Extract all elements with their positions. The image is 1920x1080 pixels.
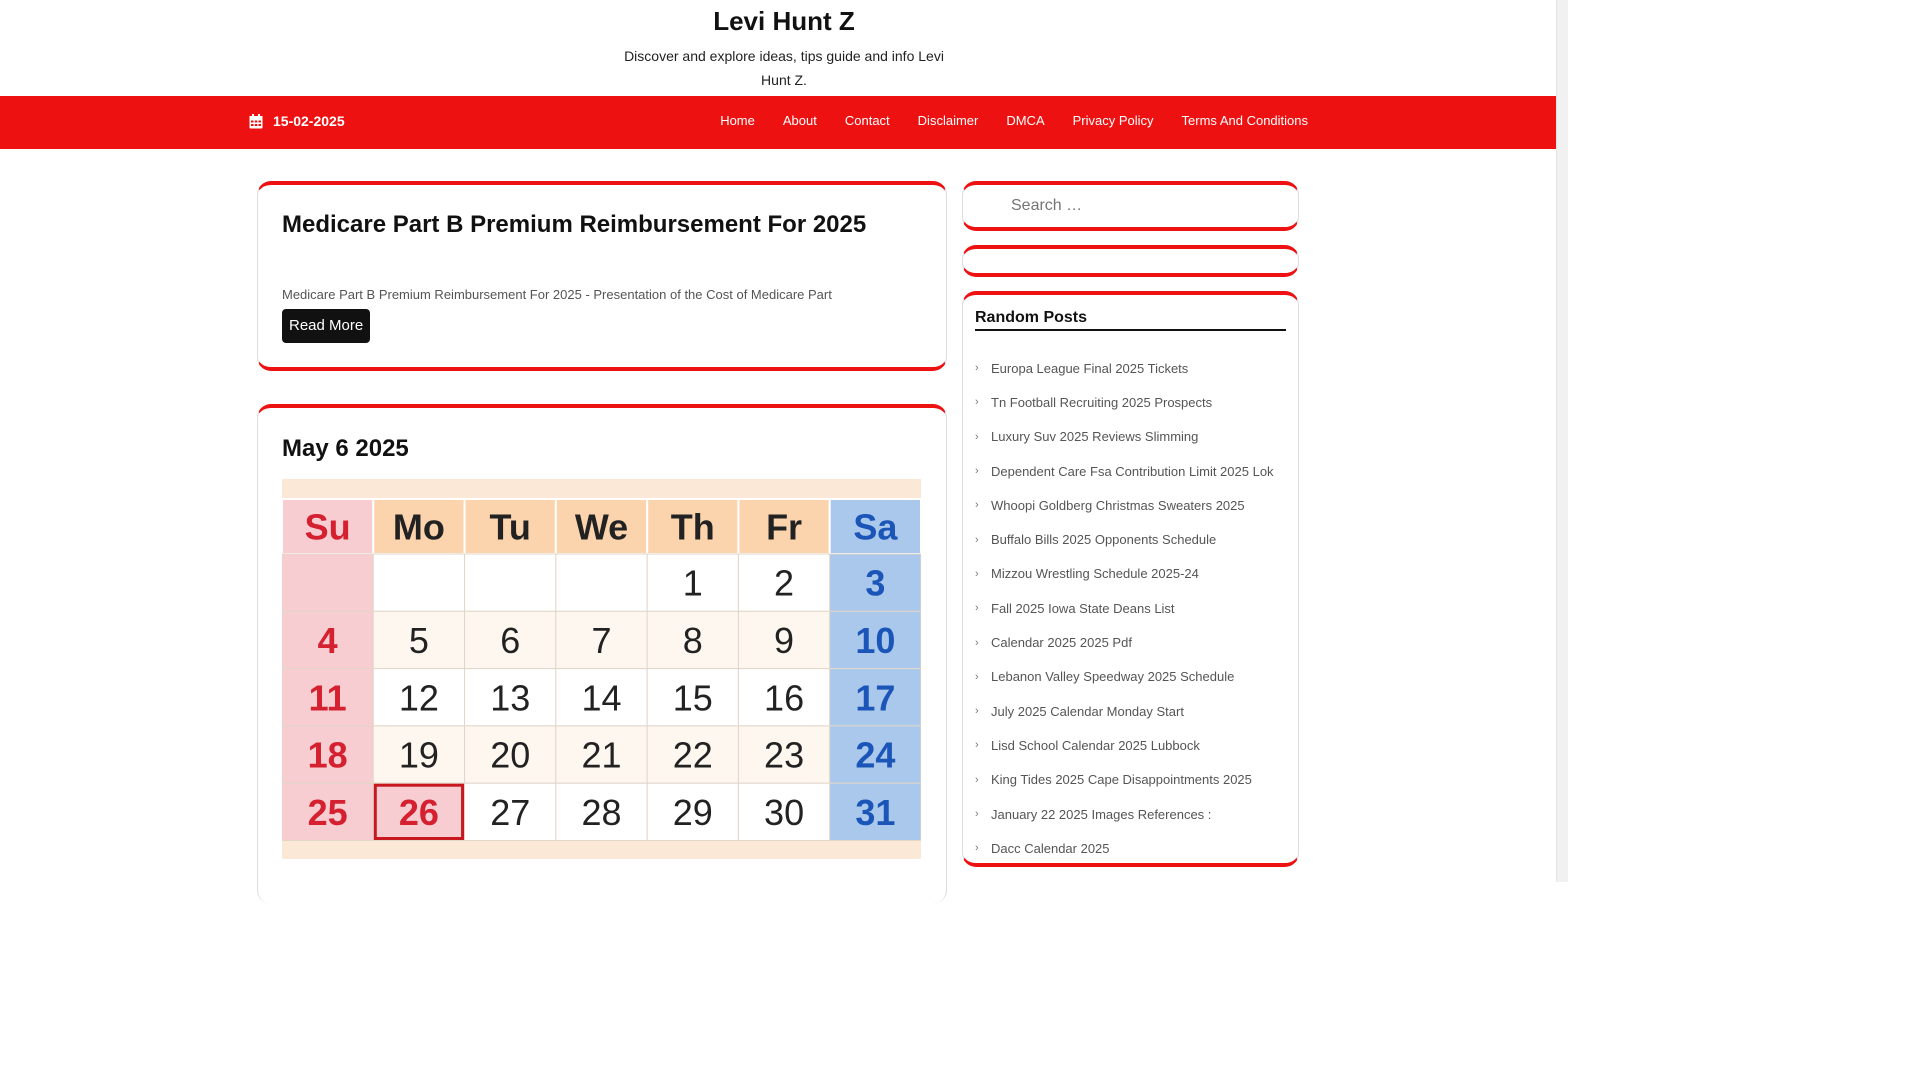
list-item[interactable] [975, 694, 1286, 728]
calendar-graphic [282, 479, 921, 859]
calendar-date: 13 [490, 677, 531, 719]
random-post-link[interactable]: Luxury Suv 2025 Reviews Slimming [991, 429, 1199, 445]
nav-link-privacy-policy[interactable]: Privacy Policy [1072, 112, 1154, 128]
calendar-date: 15 [672, 677, 713, 719]
random-post-link[interactable]: Lisd School Calendar 2025 Lubbock [991, 737, 1200, 753]
calendar-date: 20 [490, 734, 531, 776]
random-post-link[interactable]: Calendar 2025 2025 Pdf [991, 635, 1132, 651]
chevron-right-icon: › [975, 396, 979, 409]
nav-link-home[interactable]: Home [720, 112, 755, 128]
list-item[interactable] [975, 488, 1286, 522]
post-card [257, 404, 947, 904]
calendar-date: 16 [764, 677, 805, 719]
empty-widget [962, 245, 1299, 277]
calendar-date: 21 [581, 734, 622, 776]
main-navbar [0, 96, 1556, 149]
list-item[interactable] [975, 625, 1286, 659]
chevron-right-icon: › [975, 362, 979, 375]
list-item[interactable] [975, 420, 1286, 454]
random-post-link[interactable]: King Tides 2025 Cape Disappointments 2025 [991, 772, 1252, 788]
nav-link-disclaimer[interactable]: Disclaimer [917, 112, 979, 128]
calendar-date: 27 [490, 791, 531, 833]
calendar-date: 10 [855, 619, 896, 661]
list-item[interactable] [975, 797, 1286, 831]
calendar-date: 9 [774, 619, 795, 661]
random-post-link[interactable]: Tn Football Recruiting 2025 Prospects [991, 394, 1213, 410]
calendar-date: 6 [500, 619, 521, 661]
list-item[interactable] [975, 660, 1286, 694]
calendar-date: 19 [398, 734, 439, 776]
page-scrollbar[interactable] [1556, 0, 1568, 882]
calendar-day-label: Su [304, 506, 351, 548]
random-post-link[interactable]: Europa League Final 2025 Tickets [991, 360, 1189, 376]
site-header [0, 0, 1568, 96]
post-title[interactable]: Medicare Part B Premium Reimbursement For 2025 [282, 211, 867, 238]
search-widget [962, 181, 1299, 231]
calendar-day-label: We [574, 506, 629, 548]
list-item[interactable] [975, 763, 1286, 797]
random-post-link[interactable]: Buffalo Bills 2025 Opponents Schedule [991, 532, 1217, 548]
read-more-button[interactable]: Read More [282, 309, 370, 343]
calendar-date: 2 [774, 562, 795, 604]
chevron-right-icon: › [975, 567, 979, 580]
calendar-cell [373, 554, 464, 611]
calendar-cell [556, 554, 647, 611]
nav-link-contact[interactable]: Contact [844, 112, 890, 128]
widget-title: Random Posts [975, 309, 1286, 331]
calendar-day-label: Sa [853, 506, 898, 548]
chevron-right-icon: › [975, 739, 979, 752]
site-title[interactable]: Levi Hunt Z [713, 6, 855, 36]
chevron-right-icon: › [975, 499, 979, 512]
chevron-right-icon: › [975, 430, 979, 443]
nav-link-dmca[interactable]: DMCA [1006, 112, 1045, 128]
calendar-day-label: Mo [392, 506, 445, 548]
calendar-date: 25 [307, 791, 348, 833]
calendar-cell [465, 554, 556, 611]
chevron-right-icon: › [975, 602, 979, 615]
calendar-date: 28 [581, 791, 622, 833]
random-post-link[interactable]: Dacc Calendar 2025 [991, 840, 1110, 856]
list-item[interactable] [975, 385, 1286, 419]
calendar-date: 31 [855, 791, 896, 833]
calendar-date: 17 [855, 677, 896, 719]
chevron-right-icon: › [975, 808, 979, 820]
nav-link-terms[interactable]: Terms And Conditions [1181, 112, 1308, 128]
chevron-right-icon: › [975, 533, 979, 546]
calendar-day-label: Th [670, 506, 715, 548]
list-item[interactable] [975, 351, 1286, 385]
post-card [257, 181, 947, 371]
calendar-icon [249, 114, 263, 129]
chevron-right-icon: › [975, 705, 979, 718]
calendar-date: 8 [682, 619, 703, 661]
calendar-date: 5 [408, 619, 429, 661]
list-item[interactable] [975, 728, 1286, 762]
random-post-link[interactable]: July 2025 Calendar Monday Start [991, 703, 1184, 719]
calendar-date: 24 [855, 734, 896, 776]
calendar-date: 11 [308, 677, 347, 719]
calendar-date: 14 [581, 677, 622, 719]
nav-date [249, 113, 345, 129]
calendar-date: 3 [865, 562, 886, 604]
chevron-right-icon: › [975, 636, 979, 649]
calendar-date: 12 [398, 677, 439, 719]
calendar-day-label: Fr [766, 506, 803, 548]
random-posts-list [975, 351, 1286, 865]
chevron-right-icon: › [975, 842, 979, 855]
nav-menu [692, 96, 1308, 144]
random-post-link[interactable]: Dependent Care Fsa Contribution Limit 2025 Lok [991, 463, 1274, 479]
list-item[interactable] [975, 522, 1286, 556]
list-item[interactable] [975, 454, 1286, 488]
site-tagline: Discover and explore ideas, tips guide and info Levi Hunt Z. [624, 48, 944, 88]
calendar-date: 30 [764, 791, 805, 833]
chevron-right-icon: › [975, 670, 979, 683]
calendar-date: 22 [672, 734, 713, 776]
random-post-link[interactable]: Fall 2025 Iowa State Deans List [991, 600, 1175, 616]
chevron-right-icon: › [975, 465, 979, 478]
calendar-date: 29 [672, 791, 713, 833]
calendar-day-label: Tu [489, 506, 531, 548]
calendar-date: 7 [591, 619, 612, 661]
list-item[interactable] [975, 831, 1286, 865]
calendar-image[interactable] [282, 479, 921, 859]
random-post-link[interactable]: Lebanon Valley Speedway 2025 Schedule [991, 669, 1235, 685]
chevron-right-icon: › [975, 773, 979, 786]
search-input[interactable] [1011, 197, 1261, 215]
random-posts-widget [962, 291, 1299, 867]
current-date: 15-02-2025 [273, 113, 345, 129]
calendar-date: 1 [682, 562, 703, 604]
random-post-link[interactable]: Whoopi Goldberg Christmas Sweaters 2025 [991, 497, 1245, 513]
calendar-date: 4 [317, 619, 338, 661]
random-post-link[interactable]: January 22 2025 Images References : [991, 806, 1212, 822]
list-item[interactable] [975, 557, 1286, 591]
nav-link-about[interactable]: About [782, 112, 817, 128]
list-item[interactable] [975, 591, 1286, 625]
post-excerpt: Medicare Part B Premium Reimbursement For 2025 - Presentation of the Cost of Medicare Part [282, 287, 832, 302]
calendar-cell [282, 554, 373, 611]
calendar-date: 23 [764, 734, 805, 776]
random-post-link[interactable]: Mizzou Wrestling Schedule 2025-24 [991, 566, 1199, 582]
post-title[interactable]: May 6 2025 [282, 435, 409, 462]
calendar-date: 26 [398, 791, 439, 833]
calendar-date: 18 [307, 734, 348, 776]
